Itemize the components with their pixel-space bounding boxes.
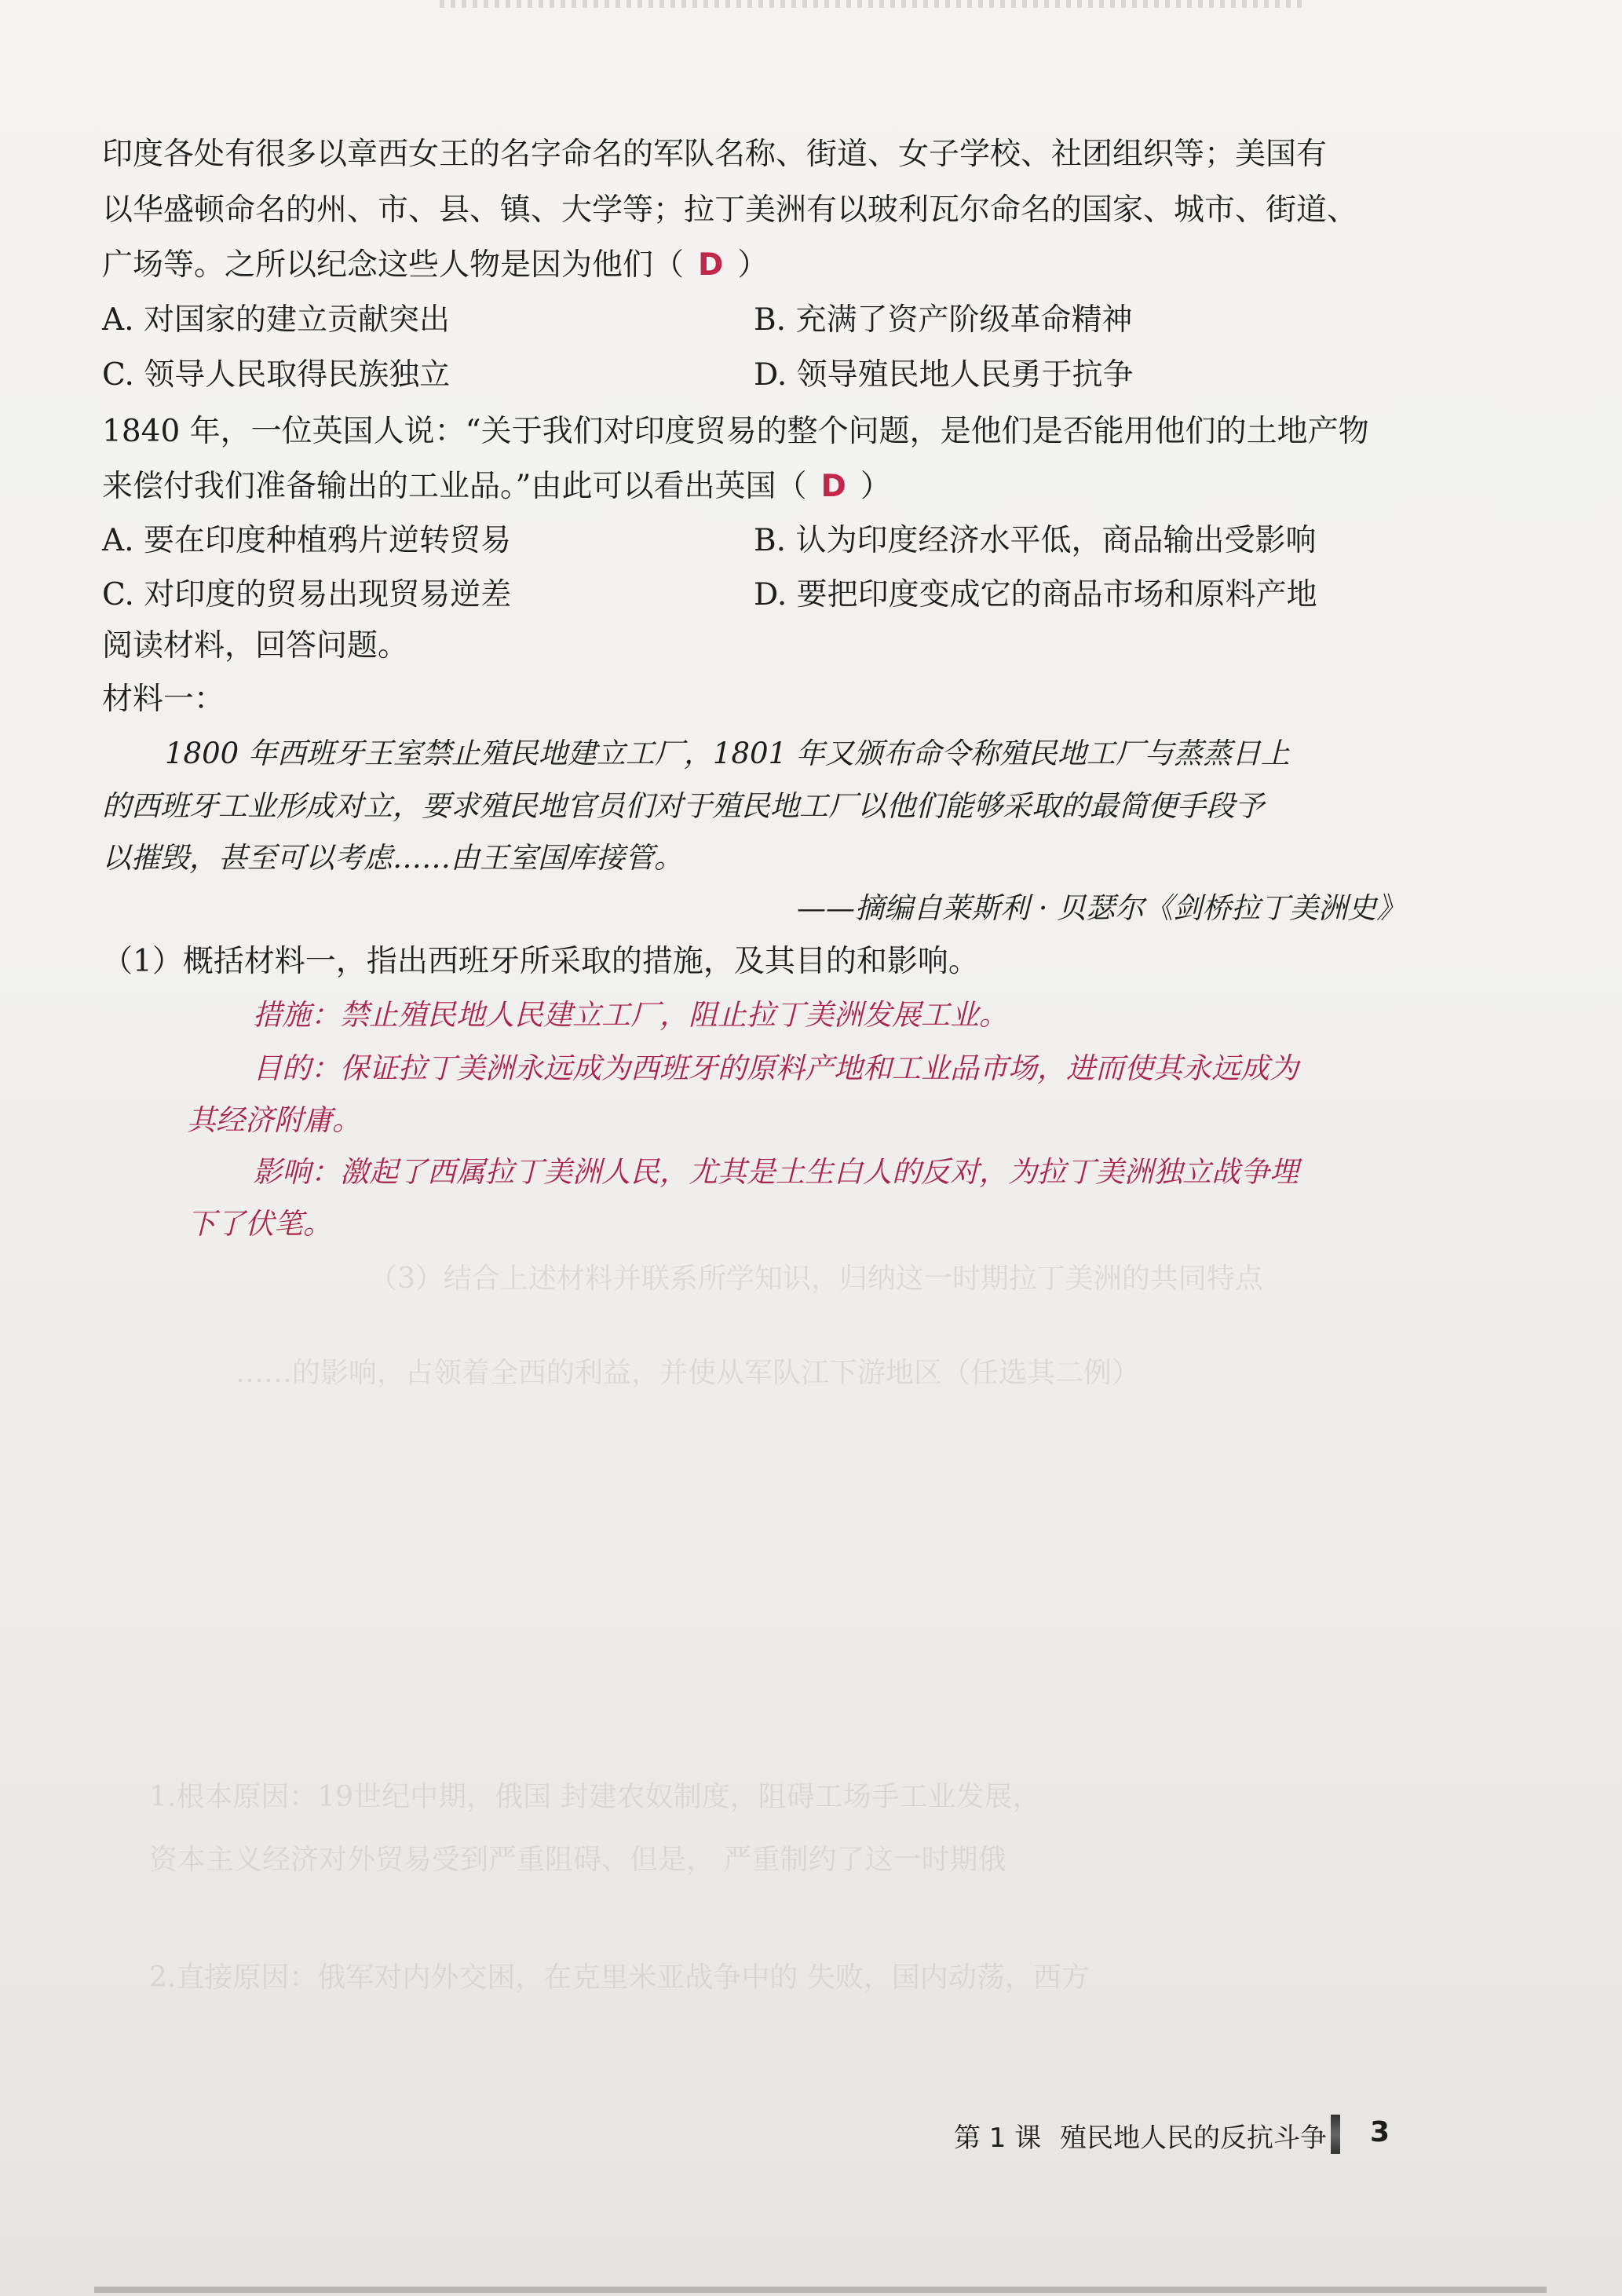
q1-stem-close: ）: [737, 247, 769, 283]
q1-option-d: D. 领导殖民地人民勇于抗争: [754, 357, 1134, 393]
show-through-text: 1.根本原因：19世纪中期，俄国 封建农奴制度，阻碍工场手工业发展，: [149, 1781, 1041, 1813]
show-through-text: ……的影响，占领着全西的利益，并使从军队江下游地区（任选其二例）: [236, 1357, 1141, 1389]
material-label: 材料一：: [102, 682, 225, 717]
q1-option-b: B. 充满了资产阶级革命精神: [754, 302, 1133, 338]
q1-stem-line-3: [102, 246, 768, 285]
q1-answer: D: [698, 247, 724, 283]
q2-stem-line-1: 1840 年，一位英国人说：“关于我们对印度贸易的整个问题，是他们是否能用他们的土地产物: [102, 414, 1369, 449]
scan-bottom-edge: [94, 2287, 1547, 2293]
q3-intro: 阅读材料，回答问题。: [102, 628, 409, 664]
q2-stem-line-2: [102, 467, 891, 506]
show-through-text: 资本主义经济对外贸易受到严重阻碍、但是， 严重制约了这一时期俄: [149, 1844, 1006, 1876]
q2-option-d: D. 要把印度变成它的商品市场和原料产地: [754, 577, 1317, 612]
q2-option-c: C. 对印度的贸易出现贸易逆差: [102, 577, 512, 612]
q1-option-c: C. 领导人民取得民族独立: [102, 357, 451, 393]
q2-option-a: A. 要在印度种植鸦片逆转贸易: [102, 523, 511, 558]
show-through-text: （3）结合上述材料并联系所学知识，归纳这一时期拉丁美洲的共同特点: [369, 1263, 1263, 1295]
answer-purpose-line-2: 其经济附庸。: [187, 1103, 361, 1137]
answer-measure: 措施：禁止殖民地人民建立工厂，阻止拉丁美洲发展工业。: [253, 998, 1008, 1032]
q1-option-a: A. 对国家的建立贡献突出: [102, 302, 450, 338]
scan-top-edge: [440, 0, 1303, 8]
footer-divider-bar: [1331, 2115, 1340, 2154]
q1-stem-line-2: 以华盛顿命名的州、市、县、镇、大学等；拉丁美洲有以玻利瓦尔命名的国家、城市、街道、: [102, 192, 1358, 228]
material-line-2: 的西班牙工业形成对立，要求殖民地官员们对于殖民地工厂以他们能够采取的最简便手段予: [102, 789, 1264, 823]
q2-stem-close: ）: [860, 469, 891, 504]
show-through-text: 2.直接原因：俄军对内外交困，在克里米亚战争中的 失败，国内动荡，西方: [149, 1961, 1090, 1994]
sub-question-1: （1）概括材料一，指出西班牙所采取的措施，及其目的和影响。: [102, 944, 979, 979]
q1-stem-text: 广场等。之所以纪念这些人物是因为他们（: [102, 247, 685, 283]
q1-stem-line-1: 印度各处有很多以章西女王的名字命名的军队名称、街道、女子学校、社团组织等；美国有: [102, 137, 1328, 172]
answer-purpose-line-1: 目的：保证拉丁美洲永远成为西班牙的原料产地和工业品市场，进而使其永远成为: [253, 1051, 1299, 1085]
q2-answer: D: [820, 469, 846, 504]
answer-impact-line-1: 影响：激起了西属拉丁美洲人民，尤其是土生白人的反对，为拉丁美洲独立战争埋: [253, 1155, 1299, 1189]
q2-stem-text: 来偿付我们准备输出的工业品。”由此可以看出英国（: [102, 469, 807, 504]
material-line-1: 1800 年西班牙王室禁止殖民地建立工厂，1801 年又颁布命令称殖民地工厂与蒸蒸日上: [165, 737, 1290, 770]
page-number: 3: [1370, 2116, 1390, 2148]
footer-lesson: 第 1 课: [954, 2122, 1042, 2154]
footer-title: 殖民地人民的反抗斗争: [1060, 2122, 1327, 2154]
material-source: ——摘编自莱斯利 · 贝瑟尔《剑桥拉丁美洲史》: [797, 891, 1406, 925]
answer-impact-line-2: 下了伏笔。: [187, 1207, 332, 1241]
material-line-3: 以摧毁，甚至可以考虑……由王室国库接管。: [102, 841, 683, 875]
q2-option-b: B. 认为印度经济水平低，商品输出受影响: [754, 523, 1317, 558]
